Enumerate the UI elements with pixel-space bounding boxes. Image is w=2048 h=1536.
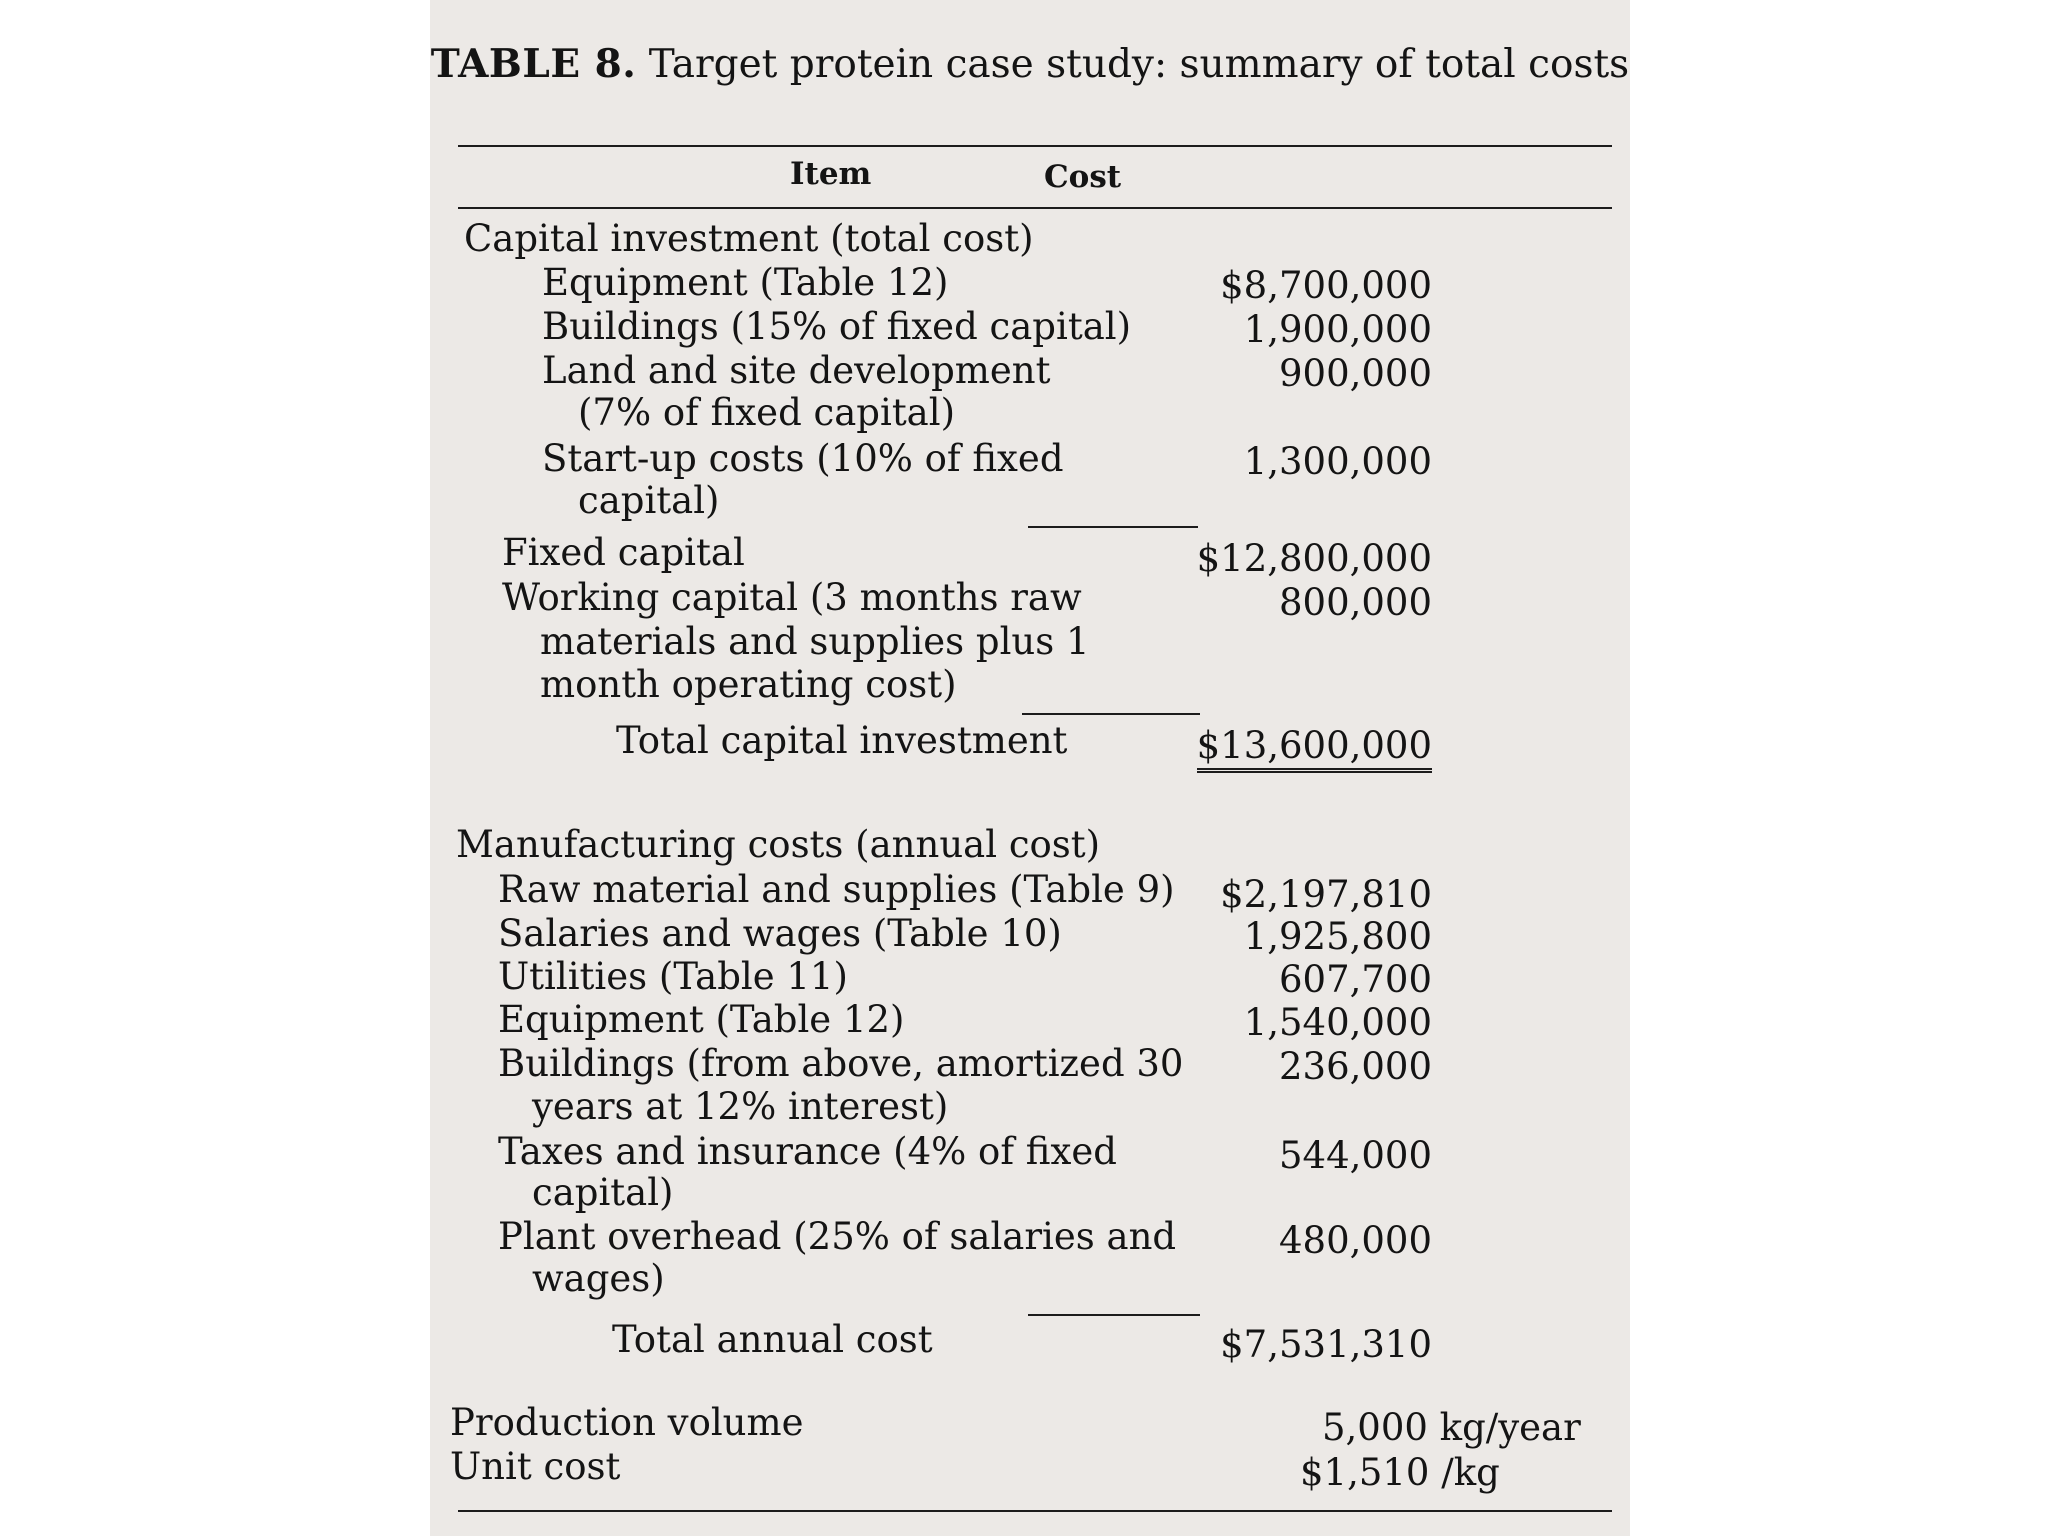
unit-cost-value: $1,510 /kg — [1300, 1451, 1500, 1494]
total-capital-rule — [1022, 713, 1200, 715]
overhead-label-line-2: wages) — [532, 1257, 665, 1300]
land-label-line-2: (7% of fixed capital) — [578, 391, 956, 434]
table-caption: Target protein case study: summary of total costs — [648, 42, 1630, 87]
table-title — [430, 42, 1630, 87]
mfg-equipment-cost: 1,540,000 — [1243, 1001, 1432, 1044]
startup-cost: 1,300,000 — [1243, 440, 1432, 483]
document-page — [430, 0, 1630, 1536]
capital-equipment-cost: $8,700,000 — [1220, 264, 1432, 307]
cost-column-header: Cost — [1044, 159, 1122, 195]
mfg-buildings-label-line-2: years at 12% interest) — [532, 1085, 949, 1128]
working-label-line-3: month operating cost) — [540, 663, 957, 706]
capital-buildings-cost: 1,900,000 — [1243, 308, 1432, 351]
overhead-label-line-1: Plant overhead (25% of salaries and — [498, 1215, 1177, 1258]
startup-label-line-1: Start-up costs (10% of fixed — [542, 437, 1064, 480]
taxes-label-line-2: capital) — [532, 1171, 674, 1214]
item-column-header: Item — [790, 156, 872, 192]
startup-label-line-2: capital) — [578, 479, 720, 522]
total-capital-cost: $13,600,000 — [1197, 725, 1432, 773]
fixed-capital-rule — [1028, 526, 1198, 528]
taxes-cost: 544,000 — [1278, 1134, 1432, 1177]
top-rule — [458, 145, 1612, 147]
mfg-equipment-label: Equipment (Table 12) — [498, 998, 905, 1041]
taxes-label-line-1: Taxes and insurance (4% of fixed — [498, 1130, 1117, 1173]
raw-material-label: Raw material and supplies (Table 9) — [498, 868, 1175, 911]
working-label-line-2: materials and supplies plus 1 — [540, 620, 1090, 663]
production-volume-value: 5,000 kg/year — [1322, 1406, 1581, 1449]
bottom-rule — [458, 1510, 1612, 1512]
unit-cost-label: Unit cost — [450, 1445, 621, 1488]
raw-material-cost: $2,197,810 — [1220, 873, 1432, 916]
header-rule — [458, 207, 1612, 209]
mfg-buildings-label-line-1: Buildings (from above, amortized 30 — [498, 1042, 1184, 1085]
land-label-line-1: Land and site development — [542, 349, 1051, 392]
total-annual-rule — [1028, 1314, 1200, 1316]
total-annual-label: Total annual cost — [612, 1318, 933, 1361]
table-label: TABLE 8. — [430, 41, 637, 87]
capital-equipment-label: Equipment (Table 12) — [542, 261, 949, 304]
working-label-line-1: Working capital (3 months raw — [502, 576, 1082, 619]
working-capital-cost: 800,000 — [1278, 581, 1432, 624]
capital-heading: Capital investment (total cost) — [464, 217, 1034, 260]
utilities-label: Utilities (Table 11) — [498, 955, 848, 998]
salaries-label: Salaries and wages (Table 10) — [498, 912, 1062, 955]
production-volume-label: Production volume — [450, 1401, 804, 1444]
fixed-capital-cost: $12,800,000 — [1196, 537, 1432, 580]
total-capital-label: Total capital investment — [616, 719, 1068, 762]
manufacturing-heading: Manufacturing costs (annual cost) — [456, 823, 1101, 866]
overhead-cost: 480,000 — [1278, 1219, 1432, 1262]
total-annual-cost: $7,531,310 — [1220, 1323, 1432, 1366]
capital-buildings-label: Buildings (15% of fixed capital) — [542, 305, 1132, 348]
fixed-capital-label: Fixed capital — [502, 531, 745, 574]
mfg-buildings-cost: 236,000 — [1278, 1045, 1432, 1088]
utilities-cost: 607,700 — [1278, 958, 1432, 1001]
salaries-cost: 1,925,800 — [1243, 915, 1432, 958]
land-cost: 900,000 — [1278, 352, 1432, 395]
